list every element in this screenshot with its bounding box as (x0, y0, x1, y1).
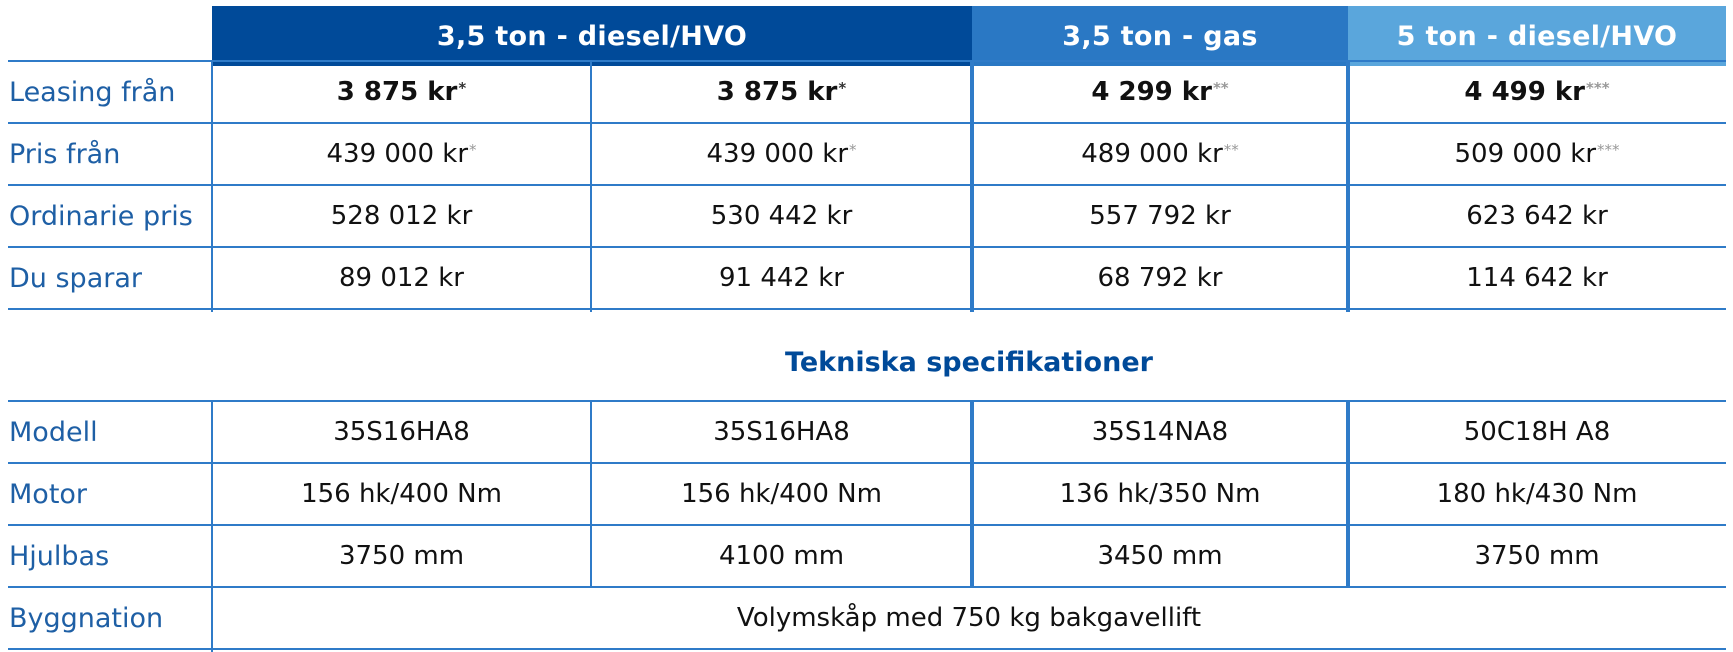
cell-value: 4100 mm (718, 541, 845, 571)
row-motor (8, 464, 1726, 526)
cell-value: 557 792 kr (1089, 201, 1231, 231)
cell-value: 439 000 kr * (706, 139, 857, 169)
column-rule (970, 60, 974, 312)
row-modell (8, 402, 1726, 464)
cell-value: 91 442 kr (719, 263, 844, 293)
cell-value: 156 hk/400 Nm (681, 479, 882, 509)
column-rule (211, 60, 213, 312)
cell-value: 35S16HA8 (713, 417, 850, 447)
row-label: Pris från (9, 138, 121, 170)
row-byggnation (8, 588, 1726, 650)
cell-value-span: Volymskåp med 750 kg bakgavellift (736, 603, 1202, 633)
column-rule (211, 400, 213, 652)
cell-value: 50C18H A8 (1463, 417, 1611, 447)
cell-value: 136 hk/350 Nm (1059, 479, 1261, 509)
column-rule (590, 400, 592, 588)
row-label: Hjulbas (9, 540, 110, 572)
row-label: Modell (9, 416, 98, 448)
cell-value: 180 hk/430 Nm (1436, 479, 1638, 509)
header-diesel-35: 3,5 ton - diesel/HVO (212, 6, 972, 66)
cell-value: 528 012 kr (330, 201, 473, 231)
cell-value: 3750 mm (338, 541, 465, 571)
row-label: Byggnation (9, 602, 164, 634)
cell-value: 4 299 kr ** (1091, 77, 1229, 107)
spec-title: Tekniska specifikationer (785, 346, 1153, 378)
footnote-mark: *** (1586, 79, 1610, 97)
column-rule (1346, 400, 1350, 588)
column-rule (1346, 60, 1350, 312)
footnote-mark: * (469, 141, 477, 159)
row-label: Ordinarie pris (9, 200, 193, 232)
cell-value: 3750 mm (1474, 541, 1600, 571)
cell-value: 68 792 kr (1097, 263, 1223, 293)
header-diesel-5: 5 ton - diesel/HVO (1348, 6, 1726, 66)
footnote-mark: ** (1212, 79, 1229, 97)
row-label: Leasing från (9, 76, 176, 108)
cell-value: 509 000 kr *** (1454, 139, 1620, 169)
cell-value: 489 000 kr ** (1081, 139, 1239, 169)
column-rule (970, 400, 974, 588)
cell-value: 3 875 kr * (716, 77, 847, 107)
row-leasing (8, 62, 1726, 124)
footnote-mark: * (849, 141, 857, 159)
cell-value: 89 012 kr (339, 263, 464, 293)
cell-value: 623 642 kr (1466, 201, 1608, 231)
cell-value: 530 442 kr (710, 201, 853, 231)
row-label: Du sparar (9, 262, 142, 294)
footnote-mark: * (458, 79, 467, 97)
row-label: Motor (9, 478, 88, 510)
column-rule (590, 60, 592, 312)
cell-value: 3 875 kr * (336, 77, 467, 107)
cell-value: 156 hk/400 Nm (301, 479, 502, 509)
footnote-mark: *** (1597, 141, 1620, 159)
footnote-mark: * (838, 79, 847, 97)
cell-value: 114 642 kr (1466, 263, 1608, 293)
header-gas-35: 3,5 ton - gas (972, 6, 1348, 66)
footnote-mark: ** (1223, 141, 1239, 159)
cell-value: 439 000 kr * (326, 139, 477, 169)
row-pris (8, 124, 1726, 186)
cell-value: 35S14NA8 (1091, 417, 1229, 447)
row-hjulbas (8, 526, 1726, 588)
row-ordinarie (8, 186, 1726, 248)
cell-value: 4 499 kr *** (1464, 77, 1610, 107)
cell-value: 3450 mm (1097, 541, 1223, 571)
row-sparar (8, 248, 1726, 310)
cell-value: 35S16HA8 (333, 417, 470, 447)
